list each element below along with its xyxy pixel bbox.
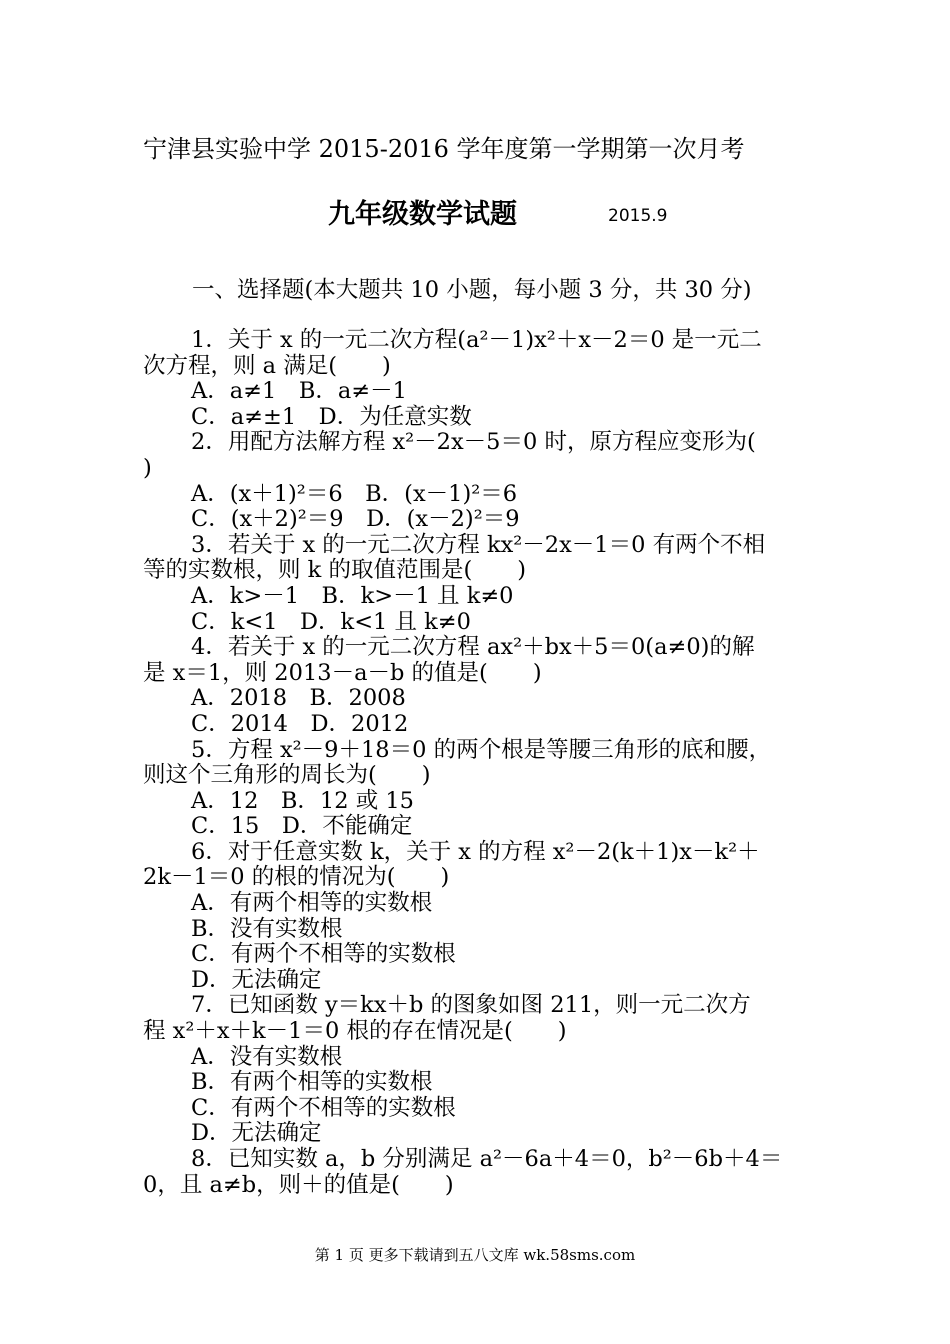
question-6-option-c: C．有两个不相等的实数根 bbox=[191, 941, 456, 968]
question-5-options-cd: C．15 D．不能确定 bbox=[191, 813, 413, 840]
question-7-stem-line-1: 7．已知函数 y＝kx＋b 的图象如图 211，则一元二次方 bbox=[191, 992, 751, 1019]
question-2-stem-line-2: ) bbox=[143, 454, 152, 481]
question-3-stem-line-2: 等的实数根，则 k 的取值范围是( ) bbox=[143, 557, 526, 584]
question-1-stem-line-2: 次方程，则 a 满足( ) bbox=[143, 352, 391, 379]
question-3-options-ab: A．k>－1 B．k>－1 且 k≠0 bbox=[191, 582, 514, 609]
question-1-options-cd: C．a≠±1 D．为任意实数 bbox=[191, 403, 472, 430]
exam-header: 宁津县实验中学 2015-2016 学年度第一学期第一次月考 bbox=[143, 135, 745, 163]
question-4-stem-line-2: 是 x＝1，则 2013－a－b 的值是( ) bbox=[143, 659, 542, 686]
question-7-option-a: A．没有实数根 bbox=[191, 1043, 343, 1070]
question-6-stem-line-1: 6．对于任意实数 k，关于 x 的方程 x²－2(k＋1)x－k²＋ bbox=[191, 838, 760, 865]
question-1-options-ab: A．a≠1 B．a≠－1 bbox=[191, 378, 407, 405]
question-4-options-cd: C．2014 D．2012 bbox=[191, 710, 409, 737]
question-body bbox=[143, 328, 833, 1198]
question-3-stem-line-1: 3．若关于 x 的一元二次方程 kx²－2x－1＝0 有两个不相 bbox=[191, 531, 766, 558]
question-6-option-b: B．没有实数根 bbox=[191, 915, 343, 942]
question-4-stem-line-1: 4．若关于 x 的一元二次方程 ax²＋bx＋5＝0(a≠0)的解 bbox=[191, 634, 755, 661]
question-6-option-a: A．有两个相等的实数根 bbox=[191, 890, 433, 917]
question-8-stem-line-1: 8．已知实数 a，b 分别满足 a²－6a＋4＝0，b²－6b＋4＝ bbox=[191, 1146, 783, 1172]
question-7-stem-line-2: 程 x²＋x＋k－1＝0 根的存在情况是( ) bbox=[143, 1018, 567, 1045]
question-6-option-d: D．无法确定 bbox=[191, 966, 322, 993]
question-5-options-ab: A．12 B．12 或 15 bbox=[191, 787, 414, 814]
question-2-options-ab: A．(x＋1)²＝6 B．(x－1)²＝6 bbox=[191, 480, 518, 507]
question-2-stem-line-1: 2．用配方法解方程 x²－2x－5＝0 时，原方程应变形为( bbox=[191, 429, 756, 456]
question-1-stem-line-1: 1．关于 x 的一元二次方程(a²－1)x²＋x－2＝0 是一元二 bbox=[191, 327, 762, 353]
section-heading: 一、选择题(本大题共 10 小题，每小题 3 分，共 30 分) bbox=[192, 277, 752, 303]
exam-date: 2015.9 bbox=[608, 206, 668, 226]
question-7-option-d: D．无法确定 bbox=[191, 1120, 322, 1147]
question-5-stem-line-2: 则这个三角形的周长为( ) bbox=[143, 762, 431, 789]
question-7-option-c: C．有两个不相等的实数根 bbox=[191, 1094, 456, 1121]
question-7-option-b: B．有两个相等的实数根 bbox=[191, 1069, 433, 1096]
question-6-stem-line-2: 2k－1＝0 的根的情况为( ) bbox=[143, 864, 450, 891]
exam-title: 九年级数学试题 bbox=[328, 199, 517, 230]
question-4-options-ab: A．2018 B．2008 bbox=[191, 685, 406, 712]
question-2-options-cd: C．(x＋2)²＝9 D．(x－2)²＝9 bbox=[191, 506, 520, 533]
page-footer: 第 1 页 更多下载请到五八文库 wk.58sms.com bbox=[314, 1246, 636, 1264]
question-8-stem-line-2: 0，且 a≠b，则＋的值是( ) bbox=[143, 1171, 454, 1198]
question-3-options-cd: C．k<1 D．k<1 且 k≠0 bbox=[191, 608, 471, 635]
question-5-stem-line-1: 5．方程 x²－9＋18＝0 的两个根是等腰三角形的底和腰， bbox=[191, 736, 772, 763]
title-row bbox=[0, 196, 950, 236]
